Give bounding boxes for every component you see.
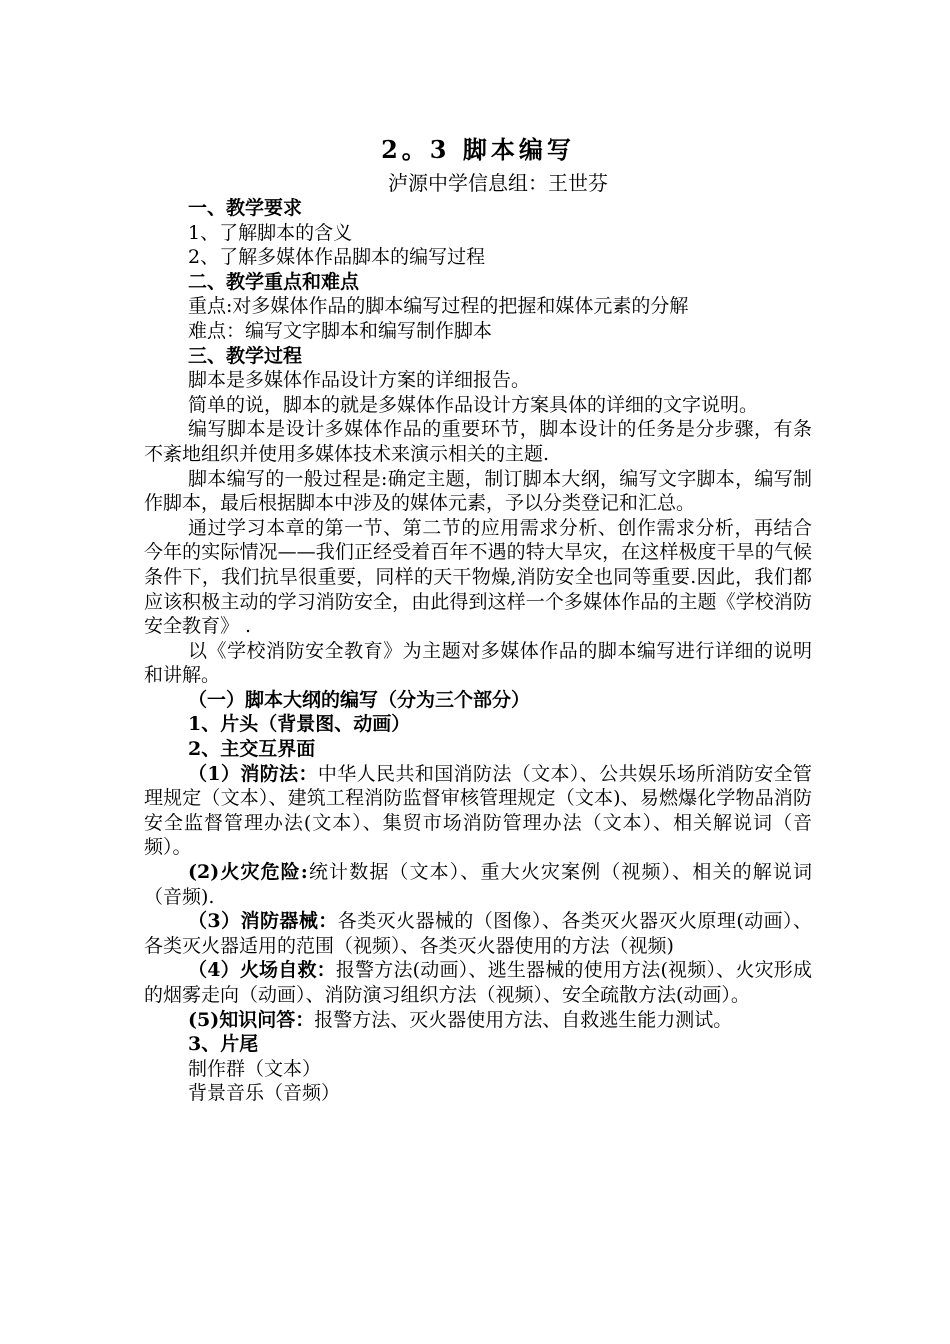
paragraph-context: 通过学习本章的第一节、第二节的应用需求分析、创作需求分析，再结合今年的实际情况——我们正经受着百年不遇的特大旱灾，在这样极度干旱的气候条件下，我们抗旱很重要，同样的天干物燥,消防安全也同等重要.因此，我们都应该积极主动的学习消防安全，由此得到这样一个多媒体作品的主题《学校消防安全教育》 . <box>144 516 812 638</box>
outline-part-main-interface: 2、主交互界面 <box>188 738 316 761</box>
document-page <box>144 130 812 1106</box>
paragraph-theme: 以《学校消防安全教育》为主题对多媒体作品的脚本编写进行详细的说明和讲解。 <box>144 639 812 687</box>
section-heading-requirements: 一、教学要求 <box>188 197 303 219</box>
author-line: 泸源中学信息组：王世芬 <box>388 171 608 195</box>
outline-item-self-rescue-label: （4）火场自救： <box>188 959 336 982</box>
section-heading-key-points: 二、教学重点和难点 <box>188 270 360 293</box>
requirement-item-2: 2、了解多媒体作品脚本的编写过程 <box>188 246 486 269</box>
paragraph-importance: 编写脚本是设计多媒体作品的重要环节，脚本设计的任务是分步骤，有条不紊地组织并使用多媒体技术来演示相关的主题. <box>144 418 812 465</box>
section-heading-process: 三、教学过程 <box>188 344 303 367</box>
outline-item-fire-equipment-label: （3）消防器械： <box>188 910 338 933</box>
paragraph-simple-explanation: 简单的说，脚本的就是多媒体作品设计方案具体的详细的文字说明。 <box>188 393 759 416</box>
outline-item-quiz <box>144 1008 812 1033</box>
outline-item-self-rescue <box>144 958 812 1007</box>
key-point-text: 重点:对多媒体作品的脚本编写过程的把握和媒体元素的分解 <box>188 295 689 318</box>
outline-item-fire-equipment <box>144 909 812 958</box>
outline-part-ending: 3、片尾 <box>188 1033 259 1056</box>
outline-item-fire-danger-text: 统计数据（文本）、重大火灾案例（视频）、相关的解说词（音频). <box>144 861 812 908</box>
outline-item-fire-danger <box>144 860 812 909</box>
outline-item-fire-law-text: 中华人民共和国消防法（文本）、公共娱乐场所消防安全管理规定（文本）、建筑工程消防监督审核管理规定（文本)、易燃爆化学物品消防安全监督管理办法(文本）、集贸市场消防管理办法（文本）、相关解说词（音频）。 <box>144 762 812 859</box>
outline-item-fire-law <box>144 762 812 860</box>
page-title: 2。3 脚本编写 <box>381 135 575 164</box>
outline-item-fire-law-label: （1）消防法： <box>188 762 318 785</box>
ending-item-music: 背景音乐（音频） <box>188 1082 341 1105</box>
difficulty-text: 难点：编写文字脚本和编写制作脚本 <box>188 319 493 342</box>
requirement-item-1: 1、了解脚本的含义 <box>188 221 353 244</box>
outline-item-quiz-text: 报警方法、灭火器使用方法、自救逃生能力测试。 <box>314 1008 733 1031</box>
outline-heading: （一）脚本大纲的编写（分为三个部分） <box>188 688 531 711</box>
outline-item-self-rescue-text: 报警方法(动画）、逃生器械的使用方法(视频）、火灾形成的烟雾走向（动画）、消防演习组织方法（视频）、安全疏散方法(动画）。 <box>144 959 812 1006</box>
outline-item-fire-danger-label: (2)火灾危险: <box>188 861 308 884</box>
outline-item-fire-equipment-text: 各类灭火器械的（图像）、各类灭火器灭火原理(动画）、各类灭火器适用的范围（视频）、各类灭火器使用的方法（视频) <box>144 910 812 957</box>
outline-item-quiz-label: (5)知识问答： <box>188 1008 315 1031</box>
ending-item-credits: 制作群（文本） <box>188 1057 322 1080</box>
outline-part-opening: 1、片头（背景图、动画） <box>188 713 411 736</box>
paragraph-process: 脚本编写的一般过程是:确定主题，制订脚本大纲，编写文字脚本，编写制作脚本，最后根据脚本中涉及的媒体元素，予以分类登记和汇总。 <box>144 467 812 515</box>
paragraph-definition: 脚本是多媒体作品设计方案的详细报告。 <box>188 369 531 392</box>
